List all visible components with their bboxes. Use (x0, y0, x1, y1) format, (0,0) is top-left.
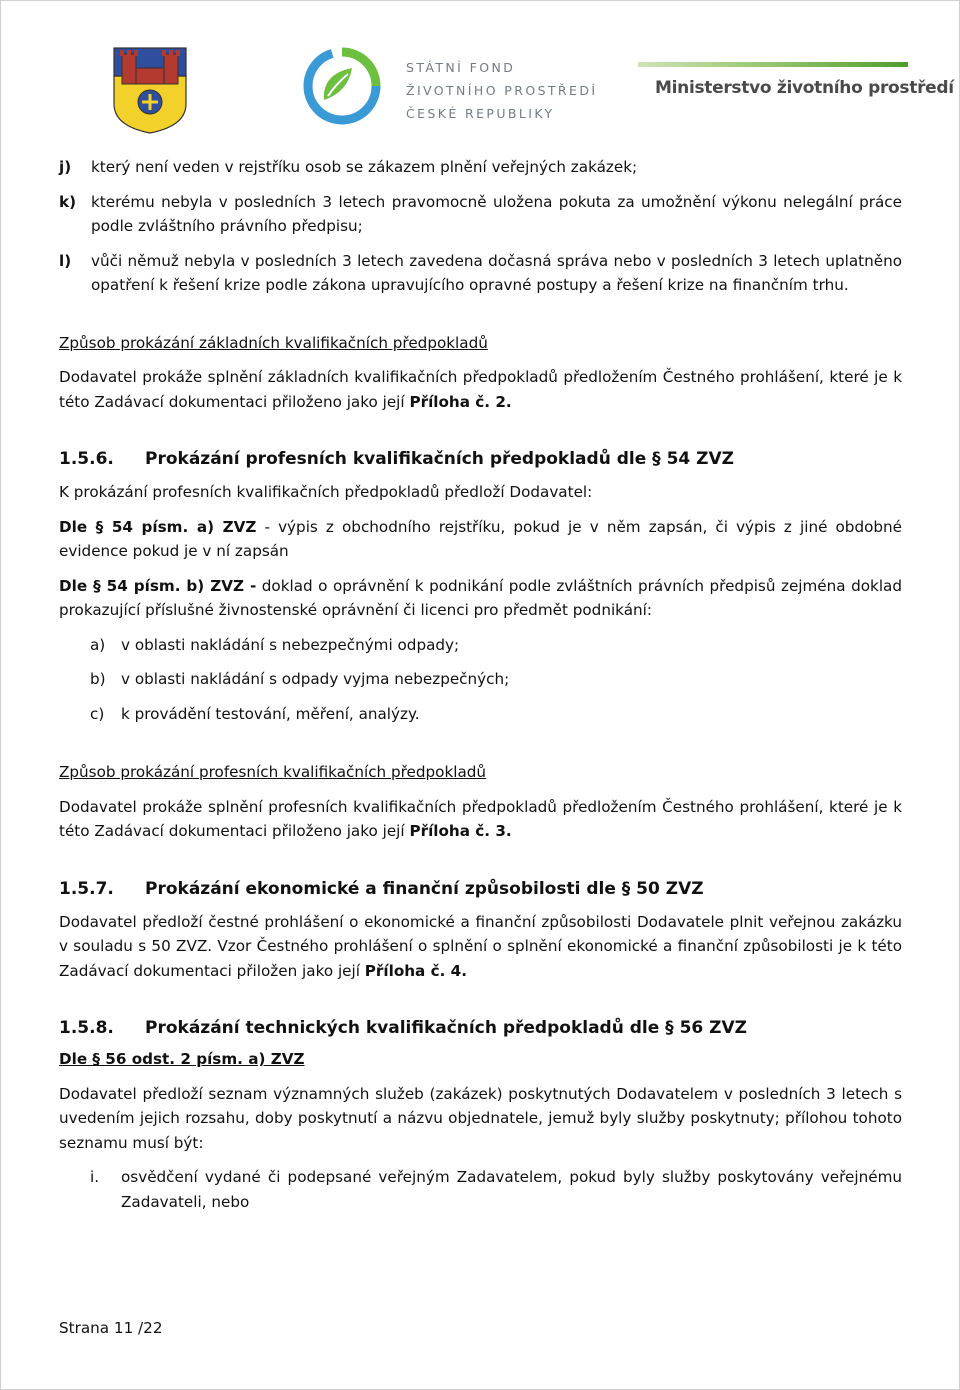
basic-proof-text (59, 365, 902, 414)
paragraph-text: doklad o oprávnění k podnikání podle zvláštních právních předpisů zejména doklad prokazující příslušné živnostenské oprávnění či licenci pro předmět podnikání: (59, 576, 902, 619)
basic-proof-heading: Způsob prokázání základních kvalifikačních předpokladů (59, 333, 488, 352)
fund-line-1: STÁTNÍ FOND (406, 60, 516, 75)
section-title: Prokázání technických kvalifikačních předpokladů dle § 56 ZVZ (145, 1018, 747, 1038)
list-text: vůči němuž nebyla v posledních 3 letech zavedena dočasná správa nebo v posledních 3 letech uplatněno opatření k řešení krize podle zákona upravujícího opravné postupy a řešení krize na finančním trhu. (91, 251, 902, 294)
list-item-c (59, 702, 902, 727)
fund-name (406, 56, 606, 125)
ministry-name: Ministerstvo životního prostředí (655, 78, 954, 98)
section-number: 1.5.6. (59, 449, 114, 469)
list-text: kterému nebyla v posledních 3 letech pravomocně uložena pokuta za umožnění výkonu nelegální práce podle zvláštního právního předpisu; (91, 192, 902, 235)
list-item-j (59, 155, 902, 180)
section-heading-1-5-6 (59, 446, 902, 472)
document-body (59, 155, 902, 1214)
professional-intro: K prokázání profesních kvalifikačních předpokladů předloží Dodavatel: (59, 483, 593, 501)
fund-line-3: ČESKÉ REPUBLIKY (406, 106, 555, 121)
list-label: j) (59, 158, 72, 176)
list-item-b (59, 667, 902, 692)
list-label: c) (90, 704, 105, 723)
professional-proof-heading: Způsob prokázání profesních kvalifikačních předpokladů (59, 763, 487, 781)
paragraph-text: Dodavatel prokáže splnění profesních kvalifikačních předpokladů předložením Čestného prohlášení, které je k této Zadávací dokumentaci přiloženo jako její (59, 797, 902, 840)
section-title: Prokázání ekonomické a finanční způsobilosti dle § 50 ZVZ (145, 878, 704, 899)
technical-subheading: Dle § 56 odst. 2 písm. a) ZVZ (59, 1050, 305, 1068)
list-text: který není veden v rejstříku osob se zákazem plnění veřejných zakázek; (91, 158, 638, 176)
page-number: Strana 11 /22 (59, 1319, 163, 1337)
paragraph-text: - výpis z obchodního rejstříku, pokud je v něm zapsán, či výpis z jiné obdobné evidence pokud je v ní zapsán (59, 517, 902, 560)
fund-line-2: ŽIVOTNÍHO PROSTŘEDÍ (406, 83, 598, 98)
professional-point-a (59, 515, 902, 564)
list-text: osvědčení vydané či podepsané veřejným Zadavatelem, pokud byly služby poskytovány veřejnému Zadavateli, nebo (121, 1168, 902, 1211)
list-label: i. (90, 1168, 100, 1186)
section-title: Prokázání profesních kvalifikačních předpokladů dle § 54 ZVZ (145, 449, 734, 469)
section-number: 1.5.7. (59, 878, 114, 899)
list-text: k provádění testování, měření, analýzy. (121, 704, 420, 723)
technical-text: Dodavatel předloží seznam významných služeb (zakázek) poskytnutých Dodavatelem v posledních 3 letech s uvedením jejich rozsahu, doby poskytnutí a názvu objednatele, jemuž byly služby poskytnuty; přílohou tohoto seznamu musí být: (59, 1084, 902, 1152)
list-label: a) (90, 635, 106, 654)
section-heading-1-5-8 (59, 1015, 902, 1041)
paragraph-text: Dodavatel předloží čestné prohlášení o ekonomické a finanční způsobilosti Dodavatele plnit veřejnou zakázku v souladu s 50 ZVZ. Vzor Čestného prohlášení o splnění o splnění ekonomické a finanční způsobilosti je k této Zadávací dokumentaci přiložen jako její (59, 912, 902, 980)
professional-point-b (59, 574, 902, 623)
annex-reference: Příloha č. 4. (364, 961, 467, 980)
page-header (0, 0, 960, 140)
annex-reference: Příloha č. 2. (409, 392, 512, 411)
list-text: v oblasti nakládání s nebezpečnými odpady; (121, 635, 460, 654)
legal-reference: Dle § 54 písm. a) ZVZ (59, 517, 257, 536)
list-text: v oblasti nakládání s odpady vyjma nebezpečných; (121, 670, 510, 688)
list-item-k (59, 190, 902, 239)
economic-text (59, 910, 902, 984)
paragraph-text: Dodavatel prokáže splnění základních kvalifikačních předpokladů předložením Čestného prohlášení, které je k této Zadávací dokumentaci přiloženo jako její (59, 368, 902, 411)
list-item-a (59, 633, 902, 658)
list-label: k) (59, 192, 77, 211)
ministry-logo-bar (638, 62, 908, 67)
list-item-l (59, 249, 902, 298)
list-label: l) (59, 251, 72, 270)
professional-proof-text (59, 795, 902, 844)
annex-reference: Příloha č. 3. (409, 822, 512, 840)
list-item-i (59, 1165, 902, 1214)
section-heading-1-5-7 (59, 876, 902, 902)
list-label: b) (90, 670, 106, 688)
sfzp-logo-icon (302, 46, 382, 126)
coat-of-arms-icon (112, 46, 188, 134)
section-number: 1.5.8. (59, 1018, 114, 1038)
legal-reference: Dle § 54 písm. b) ZVZ - (59, 576, 257, 595)
